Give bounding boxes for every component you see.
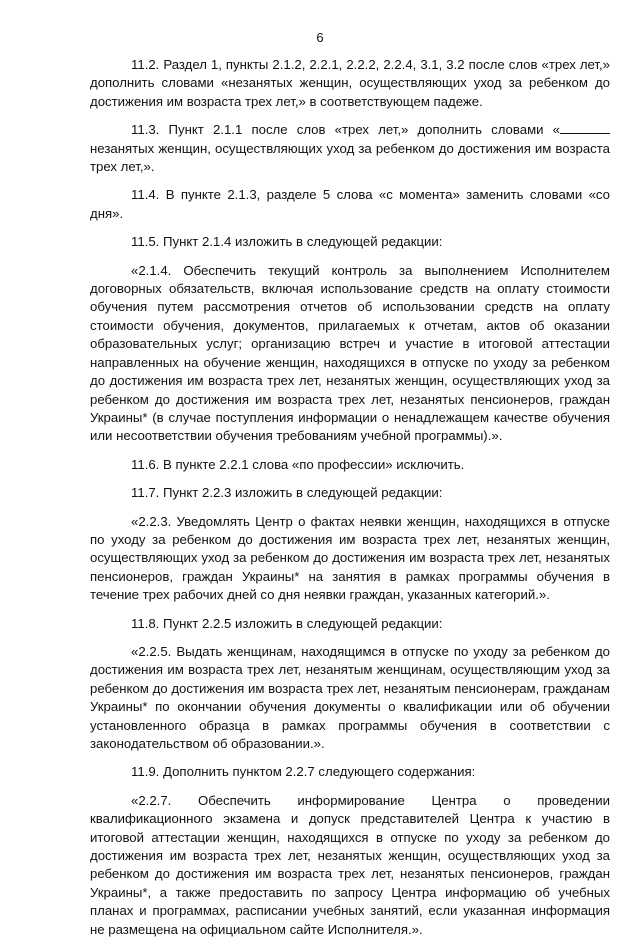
paragraph-2-2-3: «2.2.3. Уведомлять Центр о фактах неявки женщин, находящихся в отпуске по уходу за ребенком до достижения им возраста трех лет, незанятых женщин, осуществляющих уход за ребенком до достижения им возраста трех лет, незанятых пенсионеров, граждан Украины* на занятия в рамках программы обучения в течение трех рабочих дней со дня неявки граждан, указанных категорий.». [90, 513, 610, 603]
paragraph-11-4: 11.4. В пункте 2.1.3, разделе 5 слова «с момента» заменить словами «со дня». [90, 187, 610, 221]
paragraph-2-2-5: «2.2.5. Выдать женщинам, находящимся в отпуске по уходу за ребенком до достижения им возраста трех лет, незанятым женщинам, осуществляющим уход за ребенком до достижения им возраста трех лет, незанятым пенсионерам, гражданам Украины* по окончании обучения документы о квалификации или об обучении установленного образца в рамках программы обучения в соответствии с законодательством об образовании.». [90, 643, 610, 751]
paragraph-11-9: 11.9. Дополнить пунктом 2.2.7 следующего содержания: [131, 764, 476, 780]
paragraph-11-2: 11.2. Раздел 1, пункты 2.1.2, 2.2.1, 2.2.2, 2.2.4, 3.1, 3.2 после слов «трех лет,» дополнить словами «незанятых женщин, осуществляющих уход за ребенком до достижения им возраста трех лет,» в соответствующем падеже. [90, 57, 610, 109]
paragraph-11-3-rest: незанятых женщин, осуществляющих уход за ребенком до достижения им возраста трех лет,». [90, 140, 610, 175]
paragraph-11-6: 11.6. В пункте 2.2.1 слова «по профессии» исключить. [131, 456, 465, 472]
paragraph-11-3 [90, 121, 610, 176]
paragraph-2-2-7: «2.2.7. Обеспечить информирование Центра о проведении квалификационного экзамена и допуск представителей Центра к участию в итоговой аттестации женщин, находящихся в отпуске по уходу за ребенком до достижения им возраста трех лет, незанятых женщин, осуществляющих уход за ребенком до достижения им возраста трех лет, незанятых пенсионеров, граждан Украины*, а также предоставить по запросу Центра информацию об учебных планах и программах, расписании учебных занятий, если указанная информация не размещена на официальном сайте Исполнителя.». [90, 792, 610, 937]
paragraph-11-7: 11.7. Пункт 2.2.3 изложить в следующей редакции: [131, 485, 443, 501]
paragraph-11-3-lead: 11.3. Пункт 2.1.1 после слов «трех лет,» дополнить словами « [131, 122, 560, 138]
paragraph-11-5: 11.5. Пункт 2.1.4 изложить в следующей редакции: [131, 234, 443, 250]
blank-line [560, 121, 610, 134]
paragraph-11-8: 11.8. Пункт 2.2.5 изложить в следующей редакции: [131, 615, 443, 631]
page-number: 6 [316, 30, 324, 45]
paragraph-2-1-4: «2.1.4. Обеспечить текущий контроль за выполнением Исполнителем договорных обязательств, включая использование средств на оплату стоимости обучения путем рассмотрения отчетов об использовании средств на оплату стоимости обучения, документов, прилагаемых к отчетам, актов об оказании образовательных услуг; организацию встреч и участие в итоговой аттестации направленных на обучение женщин, находящихся в отпуске по уходу за ребенком до достижения им возраста трех лет, незанятых женщин, осуществляющих уход за ребенком до достижения им возраста трех лет, незанятых пенсионеров, граждан Украины* (в случае поступления информации о ненадлежащем качестве обучения или несоответствии обучения требованиям учебной программы).». [90, 262, 610, 444]
document-body [90, 56, 610, 949]
